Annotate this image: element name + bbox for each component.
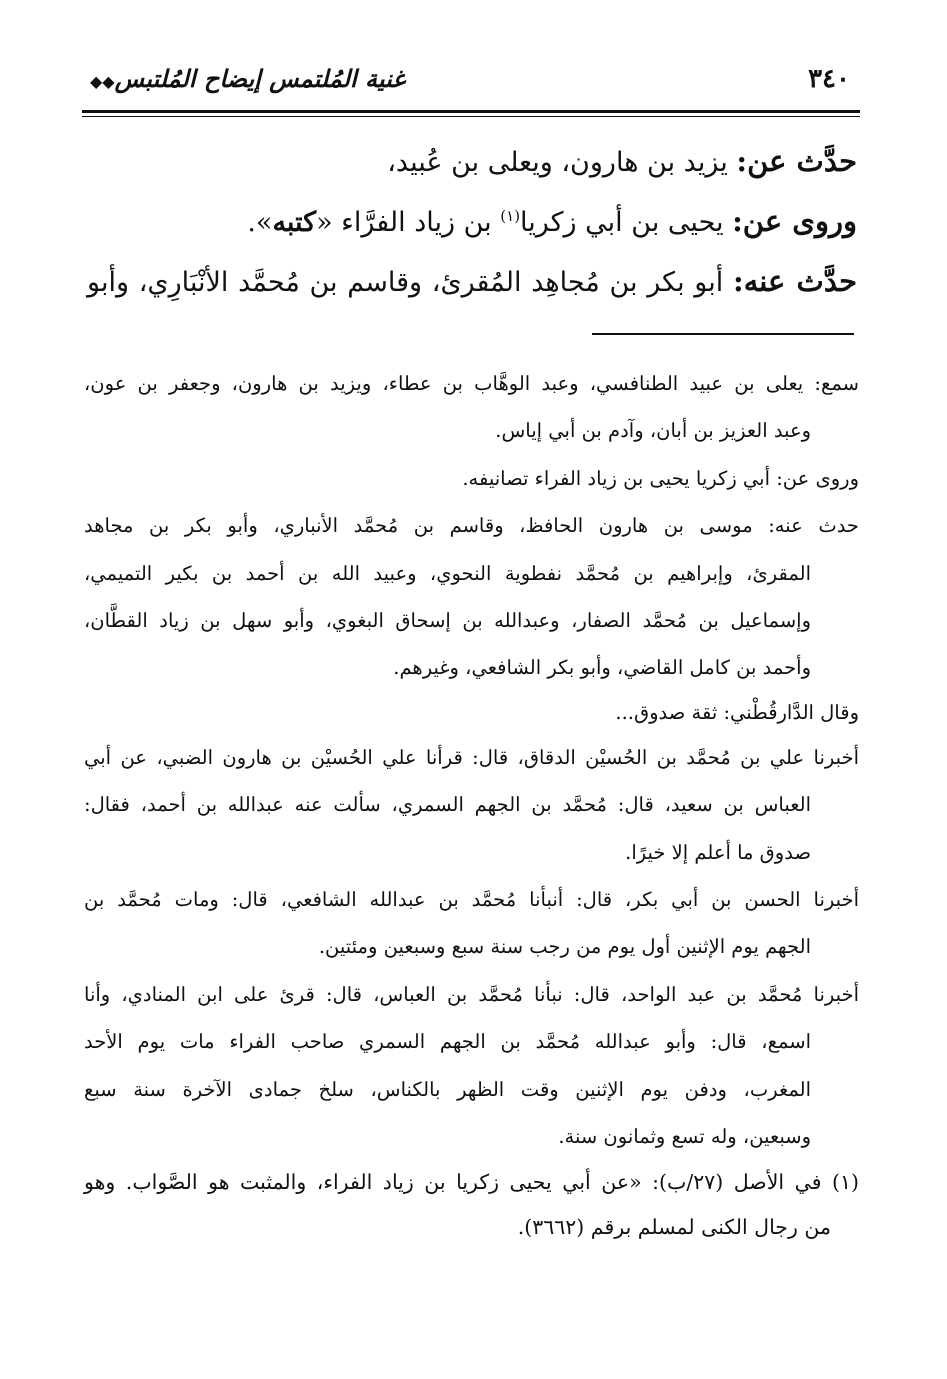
running-title [90, 64, 405, 93]
notes-line: وروى عن: أبي زكريا يحيى بن زياد الفراء تصانيفه. [462, 466, 859, 490]
notes-line: وأحمد بن كامل القاضي، وأبو بكر الشافعي، وغيرهم. [393, 656, 811, 680]
main-line-2-text-a: يحيى بن أبي زكريا [520, 207, 733, 238]
notes-line: وقال الدَّارقُطْني: ثقة صدوق... [615, 700, 859, 724]
footnote-line-2: من رجال الكنى لمسلم برقم (٣٦٦٢). [517, 1215, 831, 1239]
page-header [90, 60, 850, 110]
main-line-1-text: يزيد بن هارون، ويعلى بن عُبيد، [387, 147, 737, 178]
page-number: ٣٤٠ [808, 64, 850, 94]
notes-section [84, 360, 859, 1161]
main-line-2-text-b: بن زياد الفرَّاء « [316, 207, 501, 238]
notes-line: وعبد العزيز بن أبان، وآدم بن أبي إياس. [495, 419, 811, 443]
diamond-ornament-icon: ◆◆ [90, 72, 115, 91]
footnote-line-1: (١) في الأصل (٢٧/ب): «عن أبي يحيى زكريا بن زياد الفراء، والمثبت هو الصَّواب. وهو [84, 1170, 860, 1194]
notes-line: وإسماعيل بن مُحمَّد الصفار، وعبدالله بن إسحاق البغوي، وأبو سهل بن زياد القطَّان، [84, 609, 811, 633]
main-line-narrated-from [87, 132, 857, 192]
label-related-from: وروى عن: [732, 204, 857, 238]
notes-line: أخبرنا علي بن مُحمَّد بن الحُسيْن الدقاق، قال: قرأنا علي الحُسيْن بن هارون الضبي، عن أبي [84, 745, 859, 769]
main-line-2-text-c: ». [247, 207, 273, 238]
label-narrated-by: حدَّث عنه: [733, 264, 857, 298]
notes-line: سمع: يعلى بن عبيد الطنافسي، وعبد الوهَّاب بن عطاء، ويزيد بن هارون، وجعفر بن عون، [84, 372, 859, 395]
footnote-separator [592, 333, 854, 335]
notes-line: أخبرنا الحسن بن أبي بكر، قال: أنبأنا مُحمَّد بن عبدالله الشافعي، قال: ومات مُحمَّد بن [84, 888, 859, 912]
notes-line: وسبعين، وله تسع وثمانون سنة. [558, 1125, 811, 1149]
notes-line: حدث عنه: موسى بن هارون الحافظ، وقاسم بن مُحمَّد الأنباري، وأبو بكر بن مجاهد [84, 514, 859, 538]
notes-line: العباس بن سعيد، قال: مُحمَّد بن الجهم السمري، سألت عنه عبدالله بن أحمد، فقال: [84, 793, 811, 817]
running-title-text: غنية المُلتمس إيضاح المُلتبس [114, 64, 405, 93]
notes-line: اسمع، قال: وأبو عبدالله مُحمَّد بن الجهم السمري صاحب الفراء مات يوم الأحد [84, 1030, 811, 1054]
footnote [84, 1160, 859, 1250]
footnote-reference[interactable]: (١) [500, 207, 521, 225]
label-narrated-from: حدَّث عن: [736, 144, 857, 178]
notes-line: صدوق ما أعلم إلا خيرًا. [625, 840, 811, 864]
notes-line: الجهم يوم الإثنين أول يوم من رجب سنة سبع وسبعين ومئتين. [318, 935, 811, 959]
notes-line: المقرئ، وإبراهيم بن مُحمَّد نفطوية النحوي، وعبيد الله بن أحمد بن بكير التميمي، [84, 561, 811, 585]
notes-line: أخبرنا مُحمَّد بن عبد الواحد، قال: نبأنا مُحمَّد بن العباس، قال: قرئ على ابن المنادي، وأنا [84, 982, 859, 1006]
main-text [87, 132, 857, 312]
main-line-3-text: أبو بكر بن مُجاهِد المُقرئ، وقاسم بن مُحمَّد الأنْبَارِي، وأبو [87, 267, 733, 298]
header-rule-thick [82, 110, 860, 113]
header-rule-thin [82, 116, 860, 117]
notes-line: المغرب، ودفن يوم الإثنين وقت الظهر بالكناس، سلخ جمادى الآخرة سنة سبع [84, 1077, 811, 1101]
main-line-related-from [87, 192, 857, 252]
main-line-2-bold-word: كتبه [272, 207, 317, 238]
main-line-narrated-by [87, 252, 857, 312]
